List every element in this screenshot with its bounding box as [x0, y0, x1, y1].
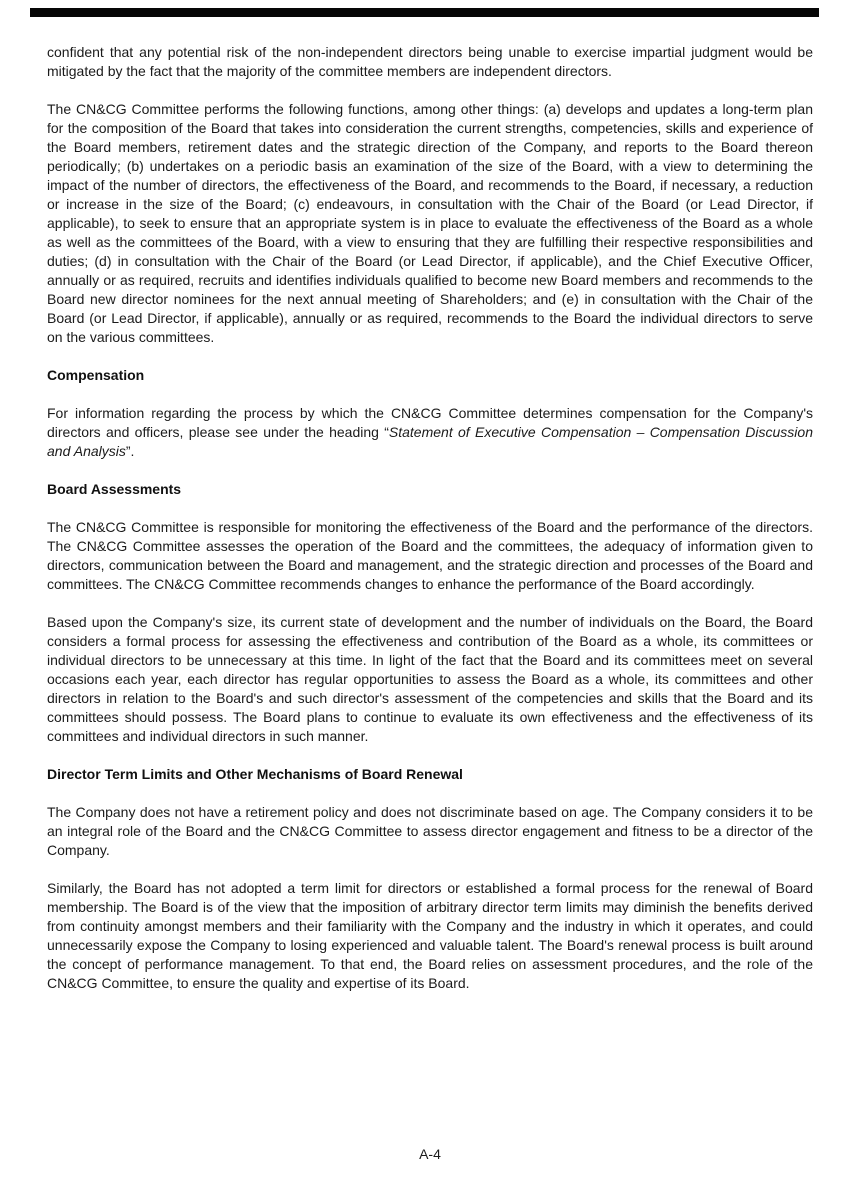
body-paragraph	[47, 404, 813, 461]
section-heading: Director Term Limits and Other Mechanisms of Board Renewal	[47, 766, 463, 782]
body-paragraph: Similarly, the Board has not adopted a term limit for directors or established a formal process for the renewal of Board membership. The Board is of the view that the imposition of arbitrary director term limits may diminish the benefits derived from continuity amongst members and their familiarity with the Company and the industry in which it operates, and could unnecessarily expose the Company to losing experienced and valuable talent. The Board's renewal process is built around the concept of performance management. To that end, the Board relies on assessment procedures, and the role of the CN&CG Committee, to ensure the quality and expertise of its Board.	[47, 880, 813, 991]
paragraph-text: For information regarding the process by which the CN&CG Committee determines compensation for the Company's directors and officers, please see under the heading “	[47, 405, 813, 440]
scan-artifact-bar	[30, 8, 819, 17]
body-paragraph: Based upon the Company's size, its current state of development and the number of individuals on the Board, the Board considers a formal process for assessing the effectiveness and contribution of the Board as a whole, its committees or individual directors to be unnecessary at this time. In light of the fact that the Board and its committees meet on several occasions each year, each director has regular opportunities to assess the Board as a whole, its committees and other directors in relation to the Board's and such director's assessment of the competencies and skills that the Board and its committees should possess. The Board plans to continue to evaluate its own effectiveness and the effectiveness of its committees and individual directors in such manner.	[47, 614, 813, 744]
page-footer	[47, 1145, 813, 1164]
document-blocks	[47, 43, 813, 1012]
page-number: A-4	[419, 1146, 441, 1162]
body-paragraph: confident that any potential risk of the non-independent directors being unable to exercise impartial judgment would be mitigated by the fact that the majority of the committee members are independent directors.	[47, 44, 813, 79]
body-paragraph: The Company does not have a retirement policy and does not discriminate based on age. The Company considers it to be an integral role of the Board and the CN&CG Committee to assess director engagement and fitness to be a director of the Company.	[47, 804, 813, 858]
section-heading: Compensation	[47, 367, 145, 383]
paragraph-text: ”.	[125, 443, 135, 459]
italic-reference-text: Statement of Executive Compensation – Compensation Discussion and Analysis	[47, 424, 813, 459]
body-paragraph: The CN&CG Committee performs the following functions, among other things: (a) develops and updates a long-term plan for the composition of the Board that takes into consideration the current strengths, competencies, skills and experience of the Board members, retirement dates and the strategic direction of the Company, and reports to the Board thereon periodically; (b) undertakes on a periodic basis an examination of the size of the Board, with a view to determining the impact of the number of directors, the effectiveness of the Board, and recommends to the Board, if necessary, a reduction or increase in the size of the Board; (c) endeavours, in consultation with the Chair of the Board (or Lead Director, if applicable), to seek to ensure that an appropriate system is in place to evaluate the effectiveness of the Board as a whole as well as the committees of the Board, with a view to ensuring that they are fulfilling their respective responsibilities and duties; (d) in consultation with the Chair of the Board (or Lead Director, if applicable), and the Chief Executive Officer, annually or as required, recruits and identifies individuals qualified to become new Board members and recommends to the Board new director nominees for the next annual meeting of Shareholders; and (e) in consultation with the Chair of the Board (or Lead Director, if applicable), annually or as required, recommends to the Board the individual directors to serve on the various committees.	[47, 101, 813, 345]
body-paragraph: The CN&CG Committee is responsible for monitoring the effectiveness of the Board and the performance of the directors. The CN&CG Committee assesses the operation of the Board and the committees, the adequacy of information given to directors, communication between the Board and management, and the strategic direction and processes of the Board and committees. The CN&CG Committee recommends changes to enhance the performance of the Board accordingly.	[47, 519, 813, 592]
section-heading: Board Assessments	[47, 481, 182, 497]
